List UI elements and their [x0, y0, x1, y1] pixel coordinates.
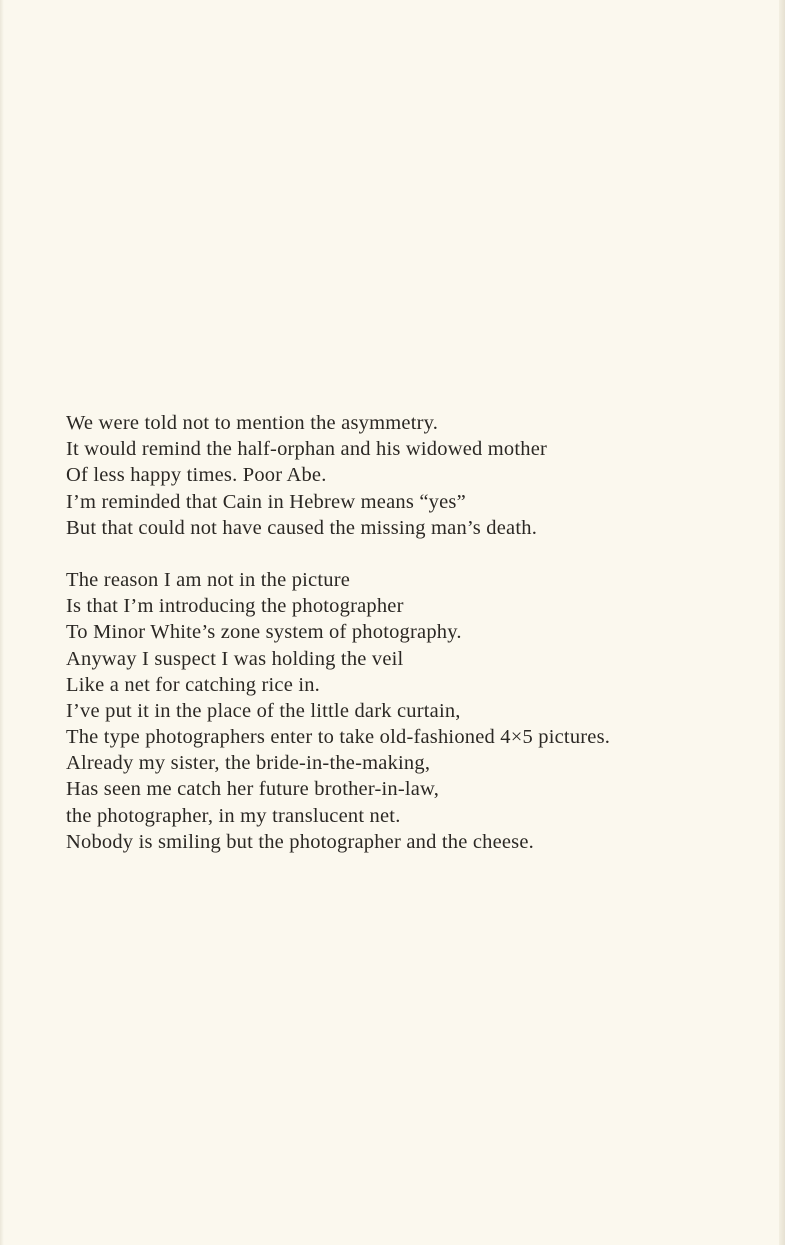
poem-line: Nobody is smiling but the photographer and the cheese.: [66, 830, 534, 853]
poem-line: The reason I am not in the picture: [66, 568, 351, 591]
page-left-edge: [0, 0, 4, 1245]
stanza-2: [66, 567, 766, 855]
poem-line: It would remind the half-orphan and his widowed mother: [66, 438, 548, 461]
poem-line: the photographer, in my translucent net.: [66, 804, 401, 827]
page-right-edge: [779, 0, 785, 1245]
poem-line: Is that I’m introducing the photographer: [66, 595, 404, 618]
poem-line: The type photographers enter to take old-fashioned 4×5 pictures.: [66, 726, 611, 749]
poem-line: I’ve put it in the place of the little dark curtain,: [66, 699, 461, 722]
poem-line: Already my sister, the bride-in-the-making,: [66, 752, 431, 775]
poem-line: We were told not to mention the asymmetry.: [66, 412, 439, 434]
poem-line: Has seen me catch her future brother-in-law,: [66, 778, 440, 801]
poem-line: Like a net for catching rice in.: [66, 673, 320, 696]
poem-line: I’m reminded that Cain in Hebrew means “yes”: [66, 490, 466, 513]
stanza-1: [66, 410, 766, 541]
poem-line: But that could not have caused the missing man’s death.: [66, 516, 538, 539]
poem-line: Anyway I suspect I was holding the veil: [66, 647, 404, 670]
poem-line: Of less happy times. Poor Abe.: [66, 464, 327, 487]
poem-text: [66, 410, 766, 855]
poem-line: To Minor White’s zone system of photography.: [66, 621, 462, 644]
